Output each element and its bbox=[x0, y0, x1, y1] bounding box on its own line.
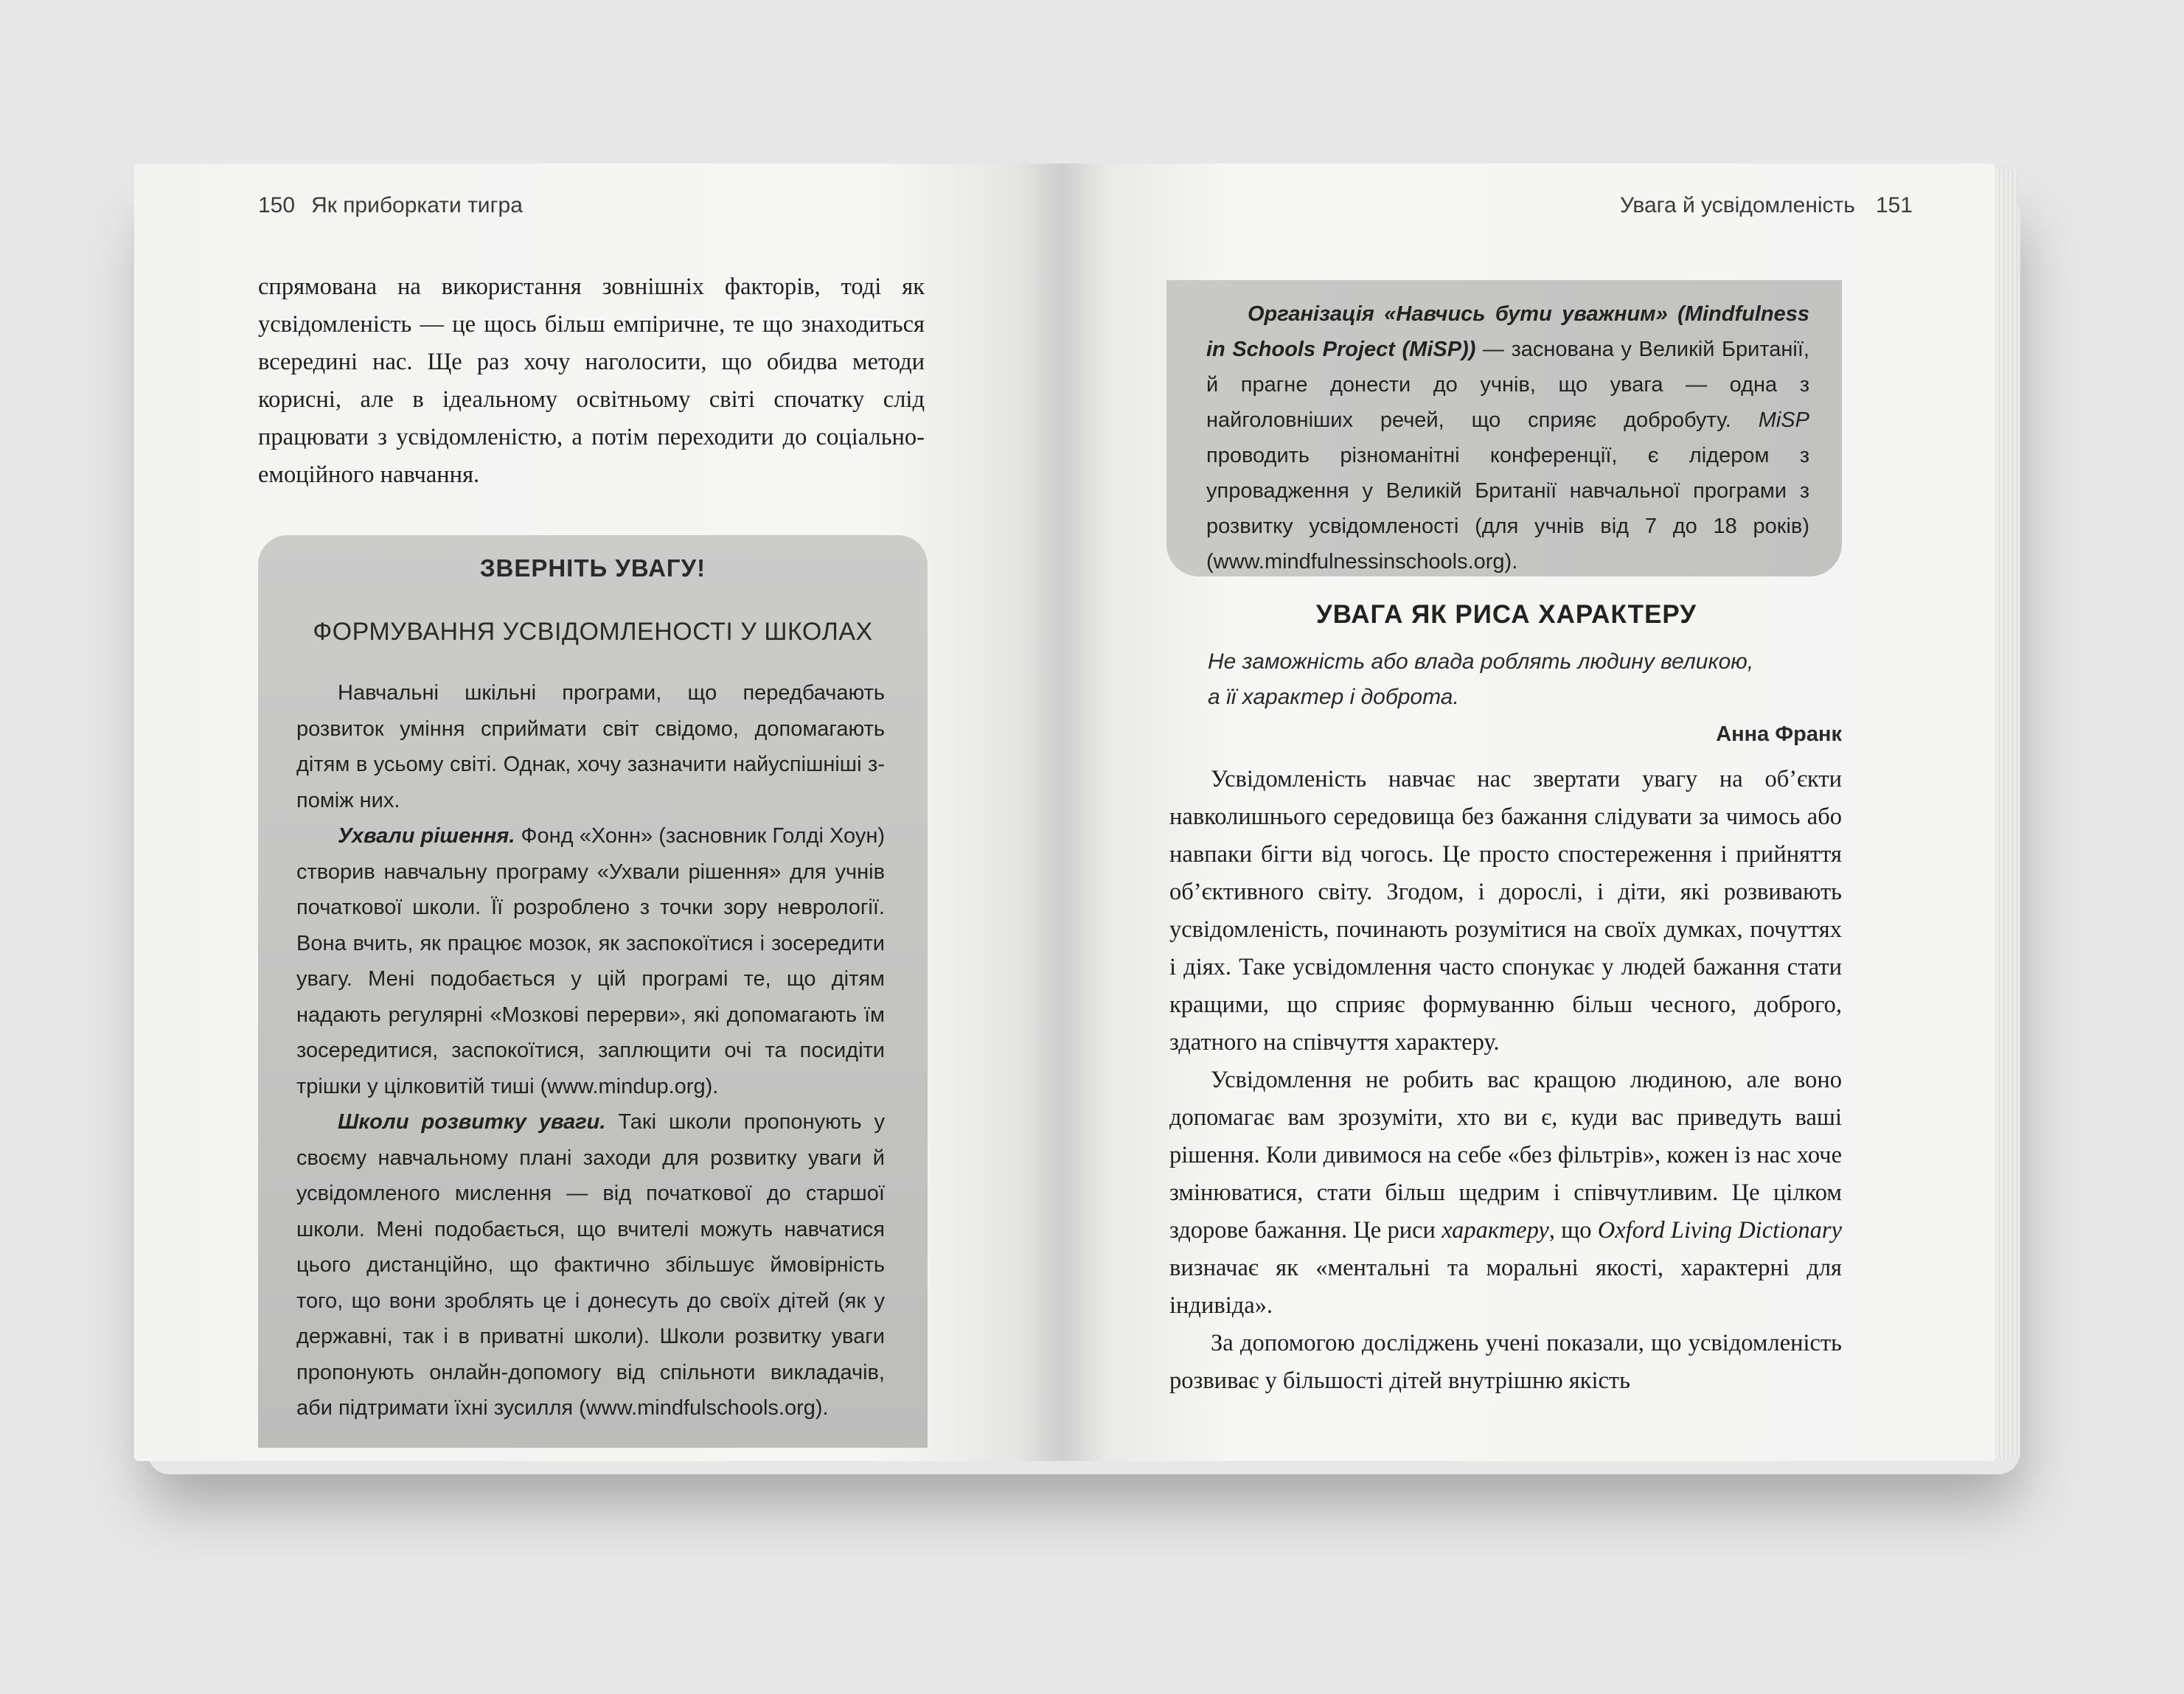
p2-text-a: Усвідомлення не робить вас кращою людиною, але воно допомагає вам зрозуміти, хто ви є, куди вас приведуть ваші рішення. Коли дивимося на себе «без фільтрів», кожен із нас хоче змінюватися, стати більш щедрим і співчутливим. Це цілком здорове бажання. Це риси bbox=[1169, 1067, 1842, 1244]
misp-text bbox=[1206, 296, 1809, 579]
paragraph-1: Усвідомленість навчає нас звертати увагу на об’єкти навколишнього середовища без бажання слідувати за чимось або навпаки бігти від чогось. Це просто спостереження і прийняття об’єктивного світу. Згодом, і дорослі, і діти, які розвивають усвідомленість, починають розумітися на своїх думках, почуттях і діях. Таке усвідомлення часто спонукає у людей бажання стати кращими, що сприяє формуванню більш чесного, доброго, здатного на співчуття характеру. bbox=[1169, 766, 1842, 1056]
p2-italic-character: характеру bbox=[1441, 1217, 1549, 1244]
paragraph: спрямована на використання зовнішніх факторів, тоді як усвідомленість — це щось більш емпіричне, те що знаходиться всередині нас. Ще раз хочу наголосити, що обидва методи корисні, але в ідеальному освітньому світі спочатку слід працювати з усвідомленістю, а потім переходити до соціально-емоційного навчання. bbox=[258, 273, 925, 488]
item-text: Фонд «Хонн» (засновник Голді Хоун) створив навчальну програму «Ухвали рішення» для учнів початкової школи. Її розроблено з точки зору неврології. Вона вчить, як працює мозок, як заспокоїтися і зосередити увагу. Мені подобається у цій програмі те, що дітям надають регулярні «Мозкові перерви», які допомагають їм зосередитися, заспокоїтися, заплющити очі та посидіти трішки у цілковитій тиші (www.mindup.org). bbox=[296, 824, 885, 1098]
p2-text-c: визначає як «ментальні та моральні якості, характерні для індивіда». bbox=[1169, 1255, 1842, 1319]
right-body-text bbox=[1169, 761, 1842, 1400]
misp-text-a: — заснована у Великій Британії, й прагне донести до учнів, що увага — одна з найголовніших речей, що сприяє добробуту. bbox=[1206, 338, 1809, 432]
item-text: Такі школи пропонують у своєму навчальному плані заходи для розвитку уваги й усвідомленого мислення — від початкової до старшої школи. Мені подобається, що вчителі можуть навчатися цього дистанційно, що фактично збільшує ймовірність того, що вони зроблять це і донесуть до своїх дітей (як у державні, так і в приватні школи). Школи розвитку уваги пропонують онлайн-допомогу від спільноти викладачів, аби підтримати їхні зусилля (www.mindfulschools.org). bbox=[296, 1110, 885, 1420]
page-number: 150 bbox=[258, 193, 296, 217]
callout-item-mindful-schools bbox=[296, 1104, 885, 1426]
page-number: 151 bbox=[1875, 193, 1913, 217]
misp-lead: Організація «Навчись бути уважним» (Mindfulness in Schools Project (MiSP)) bbox=[1206, 302, 1809, 361]
right-page bbox=[1060, 164, 1995, 1461]
paragraph-3: За допомогою досліджень учені показали, що усвідомленість розвиває у більшості дітей внутрішню якість bbox=[1169, 1330, 1842, 1394]
callout-body bbox=[296, 675, 885, 1426]
p2-text-b: , що bbox=[1548, 1217, 1598, 1244]
p2-italic-dictionary: Oxford Living Dictionary bbox=[1597, 1217, 1843, 1244]
misp-box bbox=[1166, 280, 1842, 576]
section-title: УВАГА ЯК РИСА ХАРАКТЕРУ bbox=[1315, 600, 1697, 629]
left-body-paragraph bbox=[258, 268, 925, 494]
callout-label: ЗВЕРНІТЬ УВАГУ! bbox=[479, 554, 706, 582]
misp-text-b: проводить різноманітні конференції, є лідером з упровадження у Великій Британії навчальної програми з розвитку усвідомленості (для учнів від 7 до 18 років) (www.mindfulnessinschools.org). bbox=[1206, 444, 1809, 574]
epigraph bbox=[1208, 644, 1842, 715]
epigraph-line-2: а її характер і доброта. bbox=[1208, 685, 1459, 709]
callout-title: ФОРМУВАННЯ УСВІДОМЛЕНОСТІ У ШКОЛАХ bbox=[313, 618, 873, 646]
left-running-head bbox=[258, 193, 523, 218]
epigraph-author: Анна Франк bbox=[1716, 722, 1842, 746]
item-lead: Ухвали рішення. bbox=[338, 824, 515, 848]
callout-intro: Навчальні шкільні програми, що передбачають розвиток уміння сприймати світ свідомо, допомагають дітям в усьому світі. Однак, хочу зазначити найуспішніші з-поміж них. bbox=[296, 681, 885, 812]
misp-abbrev: MiSP bbox=[1758, 408, 1809, 432]
running-head-title: Увага й усвідомленість bbox=[1620, 193, 1855, 217]
running-head-title: Як приборкати тигра bbox=[311, 193, 523, 217]
misp-paragraph bbox=[1206, 296, 1809, 579]
item-lead: Школи розвитку уваги. bbox=[338, 1110, 606, 1134]
callout-item-mindup bbox=[296, 818, 885, 1104]
paragraph-2 bbox=[1169, 1062, 1842, 1325]
left-page bbox=[134, 164, 1060, 1461]
callout-box bbox=[258, 535, 928, 1448]
epigraph-line-1: Не заможність або влада роблять людину великою, bbox=[1208, 649, 1754, 674]
right-running-head bbox=[1620, 193, 1913, 218]
